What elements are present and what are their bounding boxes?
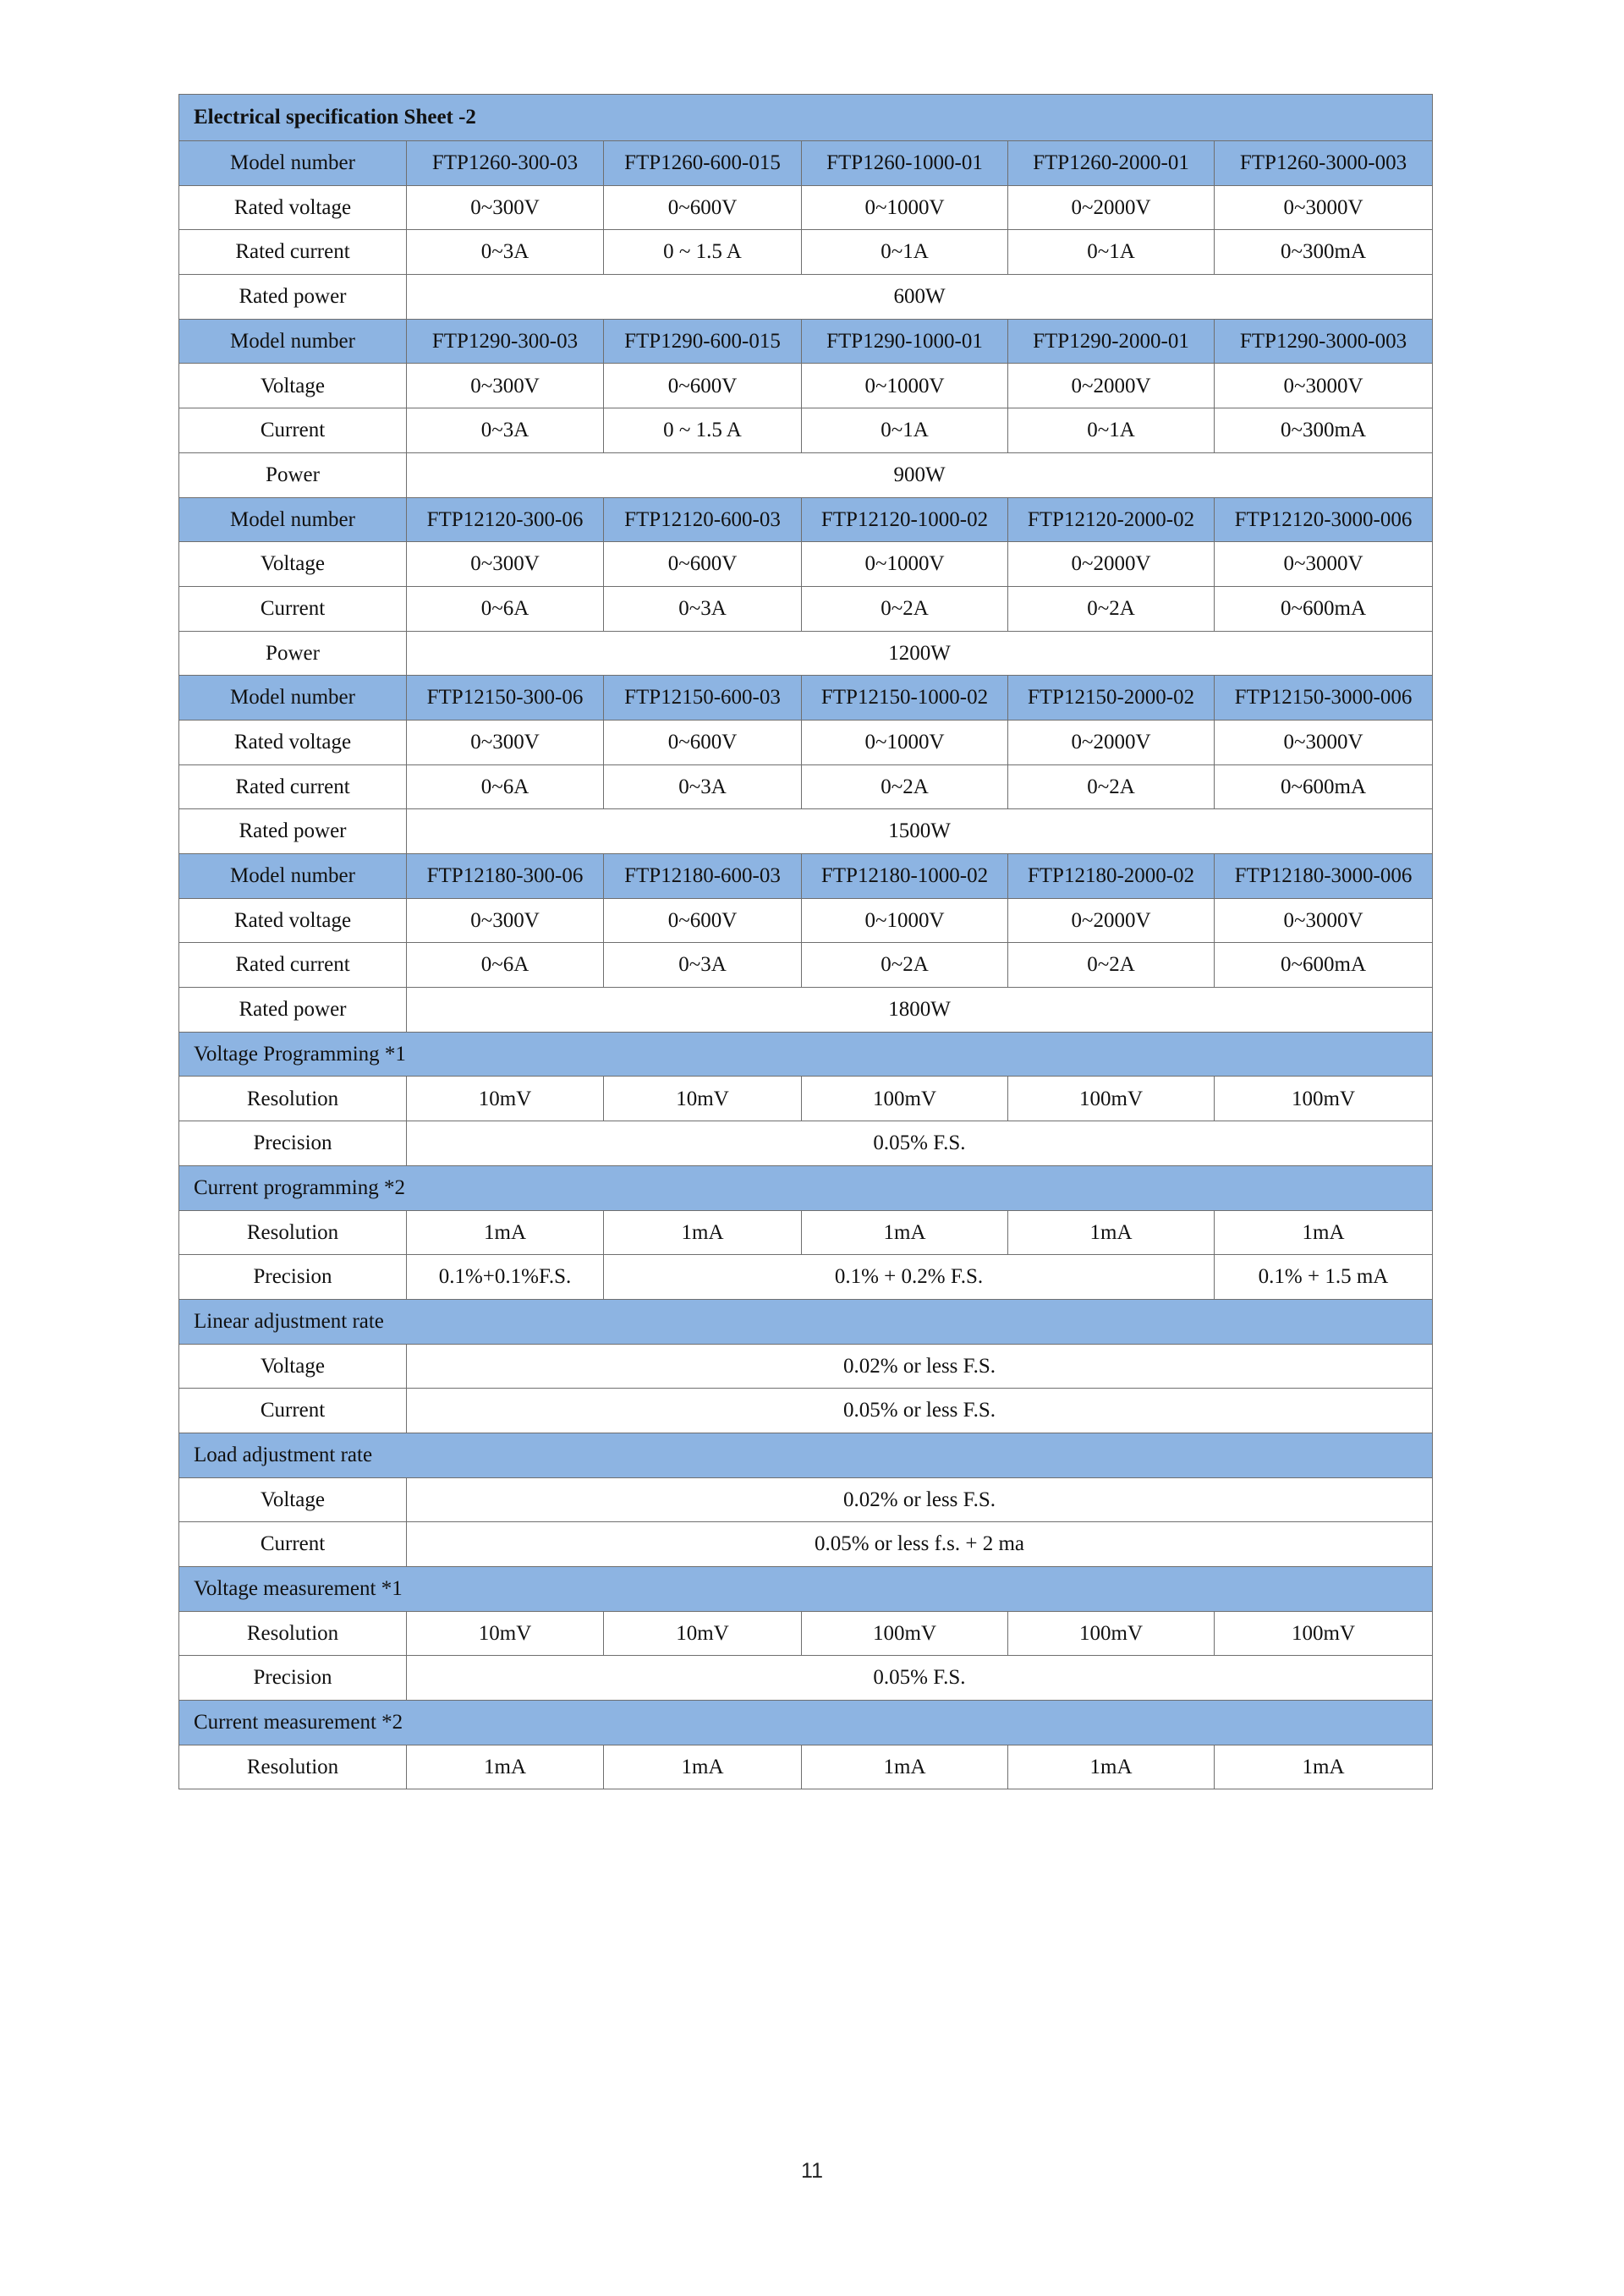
value-cell: FTP1260-1000-01 [802,141,1008,186]
section-title: Voltage measurement *1 [179,1567,1433,1612]
value-cell: 0~3000V [1215,898,1433,943]
resolution-row [179,1611,1433,1656]
row-label: Precision [179,1121,407,1166]
value-cell: 1mA [604,1745,802,1789]
value-cell: 10mV [407,1611,604,1656]
voltage-measurement-section [179,1567,1433,1612]
current-measurement-section [179,1701,1433,1745]
value-cell: 0~2A [802,586,1008,631]
resolution-row [179,1210,1433,1255]
row-label: Voltage [179,1477,407,1522]
load-adjustment-section [179,1433,1433,1477]
row-label: Resolution [179,1077,407,1121]
value-cell: 0~2A [1008,764,1215,809]
row-label: Rated voltage [179,720,407,764]
model-number-row [179,319,1433,364]
sheet-title: Electrical specification Sheet -2 [179,95,1433,141]
power-row [179,452,1433,497]
value-cell: FTP12120-1000-02 [802,497,1008,542]
value-cell: 0~1000V [802,720,1008,764]
value-cell: FTP12180-3000-006 [1215,854,1433,899]
row-label: Current [179,408,407,453]
precision-row [179,1121,1433,1166]
row-label: Current [179,1389,407,1433]
value-cell: 0~2A [1008,943,1215,988]
value-cell: FTP12150-600-03 [604,676,802,721]
value-cell-span: 0.02% or less F.S. [407,1344,1433,1389]
value-cell: 0~2000V [1008,185,1215,230]
value-cell: FTP1260-2000-01 [1008,141,1215,186]
value-cell: 100mV [802,1077,1008,1121]
value-cell: 100mV [802,1611,1008,1656]
value-cell: 100mV [1008,1077,1215,1121]
power-row [179,988,1433,1033]
value-cell: 0~2000V [1008,720,1215,764]
value-cell-span: 600W [407,275,1433,320]
value-cell: FTP12150-300-06 [407,676,604,721]
power-row [179,275,1433,320]
value-cell: 1mA [1215,1210,1433,1255]
voltage-row [179,542,1433,587]
value-cell: 0~1A [802,230,1008,275]
value-cell: FTP1290-2000-01 [1008,319,1215,364]
row-label: Resolution [179,1611,407,1656]
value-cell: 0~6A [407,764,604,809]
value-cell: 0~300V [407,542,604,587]
row-label: Rated voltage [179,898,407,943]
row-label: Precision [179,1255,407,1300]
value-cell: FTP12180-1000-02 [802,854,1008,899]
value-cell: 0~3000V [1215,364,1433,408]
value-cell: FTP12150-1000-02 [802,676,1008,721]
value-cell: 0~600mA [1215,586,1433,631]
current-row [179,586,1433,631]
model-number-row [179,141,1433,186]
value-cell: 1mA [1008,1210,1215,1255]
value-cell: FTP1260-300-03 [407,141,604,186]
value-cell: 0~300mA [1215,230,1433,275]
value-cell: 0~6A [407,943,604,988]
value-cell: 0~1000V [802,185,1008,230]
row-label: Model number [179,141,407,186]
value-cell-span: 0.05% or less F.S. [407,1389,1433,1433]
value-cell: 0~600V [604,364,802,408]
precision-row [179,1656,1433,1701]
model-number-row [179,854,1433,899]
current-programming-section [179,1165,1433,1210]
value-cell: 0~1000V [802,364,1008,408]
value-cell: 0~300V [407,364,604,408]
value-cell: 0~300V [407,898,604,943]
value-cell-span: 0.05% F.S. [407,1656,1433,1701]
value-cell: FTP1290-600-015 [604,319,802,364]
row-label: Model number [179,854,407,899]
value-cell: FTP12150-2000-02 [1008,676,1215,721]
value-cell: 0~600mA [1215,943,1433,988]
row-label: Resolution [179,1210,407,1255]
value-cell: 0~2000V [1008,898,1215,943]
value-cell: FTP1260-600-015 [604,141,802,186]
model-number-row [179,497,1433,542]
value-cell: FTP12180-2000-02 [1008,854,1215,899]
value-cell: 10mV [407,1077,604,1121]
spec-table [178,94,1433,1789]
current-row [179,764,1433,809]
current-row [179,943,1433,988]
voltage-row [179,720,1433,764]
current-row [179,1522,1433,1567]
row-label: Model number [179,319,407,364]
page-number: 11 [801,2159,823,2183]
value-cell: 0~3000V [1215,185,1433,230]
row-label: Power [179,631,407,676]
value-cell: 1mA [802,1745,1008,1789]
value-cell: 0~3A [407,408,604,453]
value-cell: FTP1290-1000-01 [802,319,1008,364]
value-cell: 1mA [604,1210,802,1255]
value-cell-span: 1200W [407,631,1433,676]
row-label: Current [179,1522,407,1567]
value-cell-span: 900W [407,452,1433,497]
value-cell-span: 0.05% or less f.s. + 2 ma [407,1522,1433,1567]
voltage-row [179,185,1433,230]
value-cell: 0~600V [604,720,802,764]
row-label: Model number [179,676,407,721]
value-cell: FTP12120-3000-006 [1215,497,1433,542]
value-cell: FTP1290-3000-003 [1215,319,1433,364]
section-title: Current measurement *2 [179,1701,1433,1745]
row-label: Voltage [179,542,407,587]
section-title: Current programming *2 [179,1165,1433,1210]
value-cell: FTP1290-300-03 [407,319,604,364]
value-cell: 0.1%+0.1%F.S. [407,1255,604,1300]
value-cell: 1mA [1215,1745,1433,1789]
value-cell: 0~600V [604,185,802,230]
value-cell-span: 1500W [407,809,1433,854]
row-label: Rated power [179,988,407,1033]
current-row [179,1389,1433,1433]
row-label: Current [179,586,407,631]
value-cell-span: 0.02% or less F.S. [407,1477,1433,1522]
value-cell: 0~3A [604,586,802,631]
value-cell: 0~600mA [1215,764,1433,809]
value-cell-span: 1800W [407,988,1433,1033]
value-cell: FTP12150-3000-006 [1215,676,1433,721]
value-cell: 0~2000V [1008,542,1215,587]
value-cell: 1mA [407,1745,604,1789]
value-cell: 0~1A [1008,230,1215,275]
row-label: Rated current [179,943,407,988]
voltage-row [179,1344,1433,1389]
value-cell: 0 ~ 1.5 A [604,408,802,453]
row-label: Voltage [179,364,407,408]
value-cell: 0~600V [604,542,802,587]
row-label: Power [179,452,407,497]
voltage-row [179,364,1433,408]
value-cell: 1mA [802,1210,1008,1255]
value-cell: 10mV [604,1611,802,1656]
value-cell: 0~300mA [1215,408,1433,453]
value-cell: FTP1260-3000-003 [1215,141,1433,186]
value-cell: 10mV [604,1077,802,1121]
value-cell: 0~3000V [1215,542,1433,587]
value-cell: 100mV [1215,1611,1433,1656]
value-cell: 0~2A [1008,586,1215,631]
value-cell: 100mV [1008,1611,1215,1656]
row-label: Rated voltage [179,185,407,230]
value-cell: 0~3000V [1215,720,1433,764]
value-cell: 0.1% + 1.5 mA [1215,1255,1433,1300]
row-label: Precision [179,1656,407,1701]
value-cell: FTP12180-300-06 [407,854,604,899]
value-cell: 0~1A [802,408,1008,453]
sheet-title-row [179,95,1433,141]
voltage-row [179,1477,1433,1522]
linear-adjustment-section [179,1299,1433,1344]
resolution-row [179,1745,1433,1789]
row-label: Rated power [179,275,407,320]
section-title: Voltage Programming *1 [179,1032,1433,1077]
value-cell: 0~1000V [802,898,1008,943]
current-row [179,408,1433,453]
value-cell: 0~3A [604,943,802,988]
row-label: Rated current [179,764,407,809]
model-number-row [179,676,1433,721]
precision-row [179,1255,1433,1300]
value-cell: 0~300V [407,720,604,764]
current-row [179,230,1433,275]
value-cell: 0 ~ 1.5 A [604,230,802,275]
value-cell: 0~300V [407,185,604,230]
value-cell: 0~2A [802,764,1008,809]
row-label: Model number [179,497,407,542]
section-title: Load adjustment rate [179,1433,1433,1477]
value-cell: 0~2A [802,943,1008,988]
value-cell: 0~1A [1008,408,1215,453]
section-title: Linear adjustment rate [179,1299,1433,1344]
value-cell: 0~3A [407,230,604,275]
row-label: Rated power [179,809,407,854]
value-cell: 1mA [407,1210,604,1255]
value-cell: 0~1000V [802,542,1008,587]
value-cell: 1mA [1008,1745,1215,1789]
value-cell-span: 0.1% + 0.2% F.S. [604,1255,1215,1300]
value-cell: 100mV [1215,1077,1433,1121]
resolution-row [179,1077,1433,1121]
value-cell: FTP12120-300-06 [407,497,604,542]
voltage-programming-section [179,1032,1433,1077]
value-cell: FTP12180-600-03 [604,854,802,899]
value-cell: 0~3A [604,764,802,809]
power-row [179,631,1433,676]
value-cell: 0~600V [604,898,802,943]
row-label: Voltage [179,1344,407,1389]
row-label: Rated current [179,230,407,275]
value-cell: FTP12120-600-03 [604,497,802,542]
voltage-row [179,898,1433,943]
value-cell: FTP12120-2000-02 [1008,497,1215,542]
value-cell: 0~6A [407,586,604,631]
power-row [179,809,1433,854]
value-cell-span: 0.05% F.S. [407,1121,1433,1166]
row-label: Resolution [179,1745,407,1789]
value-cell: 0~2000V [1008,364,1215,408]
